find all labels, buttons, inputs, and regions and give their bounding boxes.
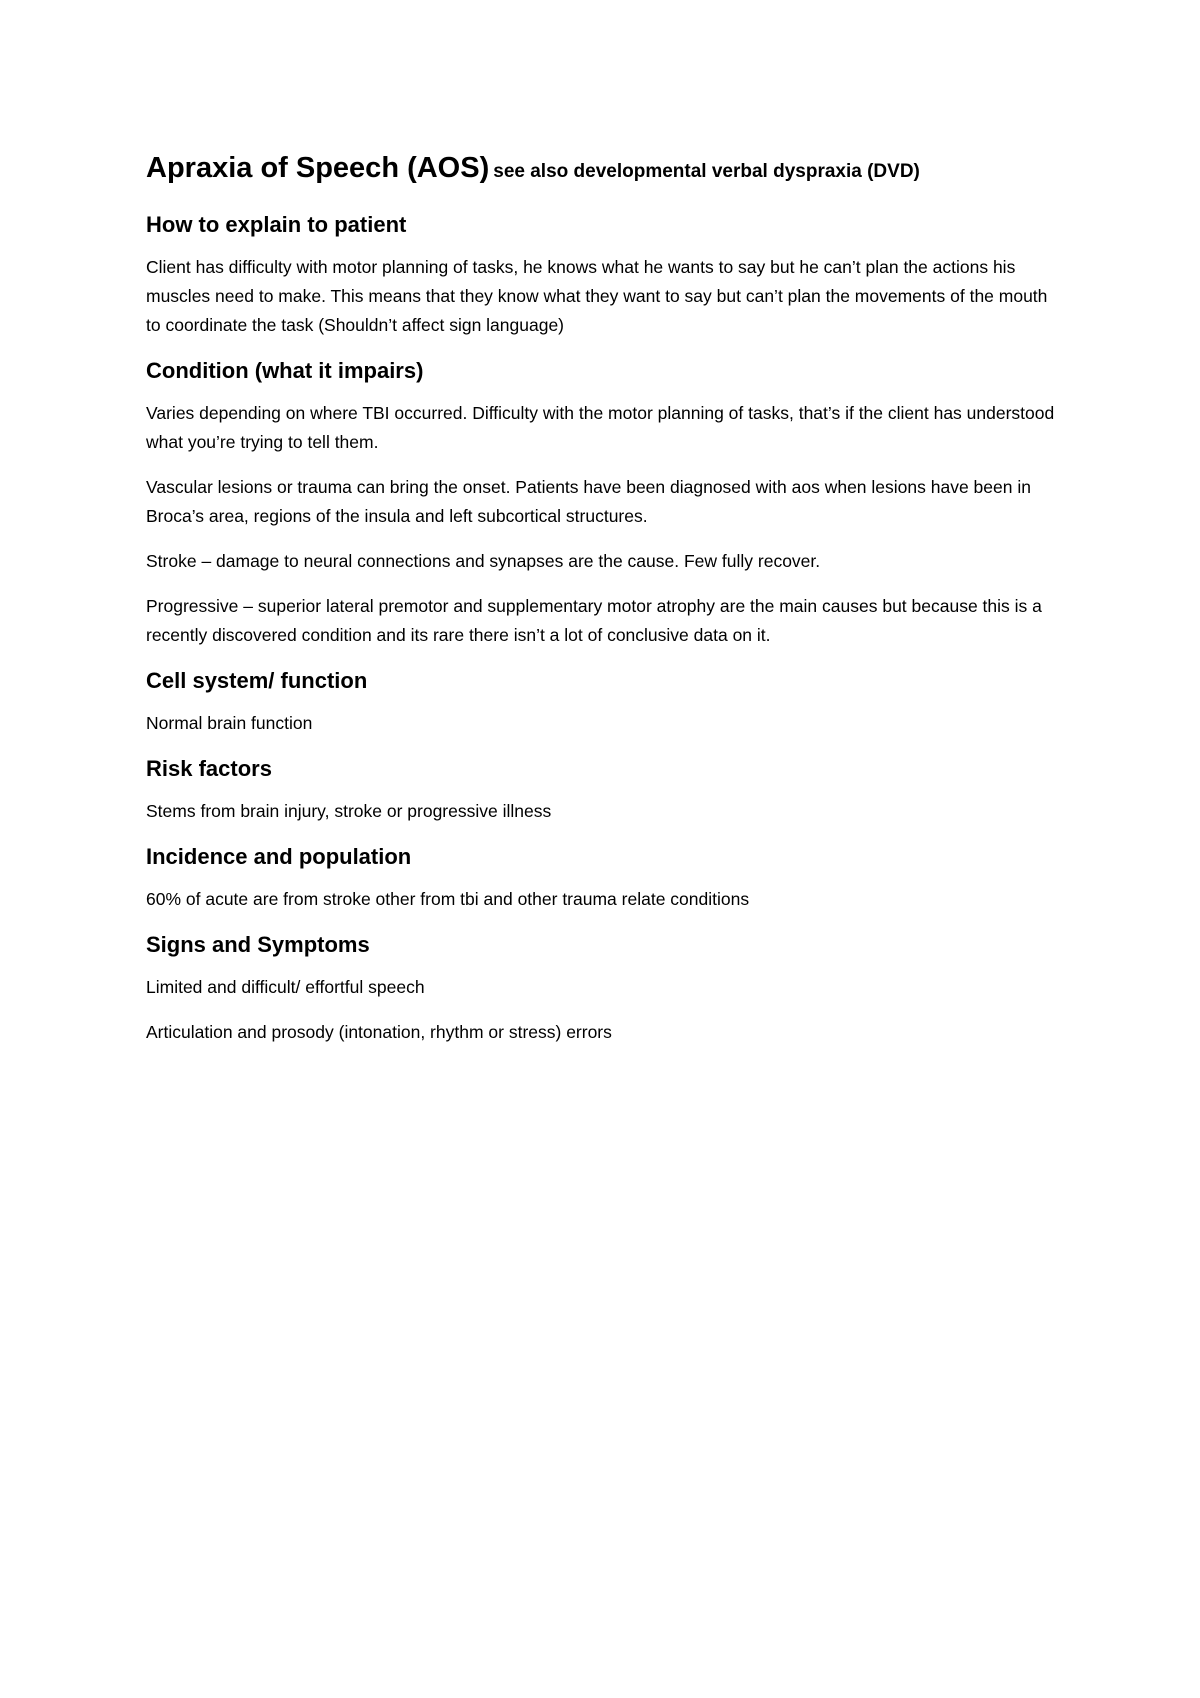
section-cell-system xyxy=(146,666,1066,738)
section-paragraph: Limited and difficult/ effortful speech xyxy=(146,977,425,997)
section-heading: Risk factors xyxy=(146,756,272,781)
section-explain xyxy=(146,210,1066,340)
section-heading: Condition (what it impairs) xyxy=(146,358,424,383)
section-paragraph: Articulation and prosody (intonation, rhythm or stress) errors xyxy=(146,1022,612,1042)
section-incidence xyxy=(146,842,1066,914)
document-body xyxy=(146,148,1066,1063)
section-signs-symptoms xyxy=(146,930,1066,1047)
section-heading: Cell system/ function xyxy=(146,668,368,693)
section-paragraph: Vascular lesions or trauma can bring the onset. Patients have been diagnosed with aos when lesions have been in Broca’s area, regions of the insula and left subcortical structures. xyxy=(146,477,1031,526)
section-paragraph: Stems from brain injury, stroke or progressive illness xyxy=(146,801,552,821)
title-text: Apraxia of Speech (AOS) xyxy=(146,152,490,184)
section-paragraph: 60% of acute are from stroke other from tbi and other trauma relate conditions xyxy=(146,889,750,909)
section-paragraph: Normal brain function xyxy=(146,713,313,733)
section-risk-factors xyxy=(146,754,1066,826)
section-heading: How to explain to patient xyxy=(146,212,407,237)
title-subtitle: see also developmental verbal dyspraxia (DVD) xyxy=(493,161,920,182)
section-paragraph: Client has difficulty with motor planning of tasks, he knows what he wants to say but he can’t plan the actions his muscles need to make. This means that they know what they want to say but can’t plan the movements of the mouth to coordinate the task (Shouldn’t affect sign language) xyxy=(146,257,1048,335)
section-paragraph: Progressive – superior lateral premotor and supplementary motor atrophy are the main causes but because this is a recently discovered condition and its rare there isn’t a lot of conclusive data on it. xyxy=(146,596,1042,645)
section-heading: Signs and Symptoms xyxy=(146,932,370,957)
section-paragraph: Stroke – damage to neural connections and synapses are the cause. Few fully recover. xyxy=(146,551,821,571)
page-title xyxy=(146,148,1066,192)
section-paragraph: Varies depending on where TBI occurred. Difficulty with the motor planning of tasks, that’s if the client has understood what you’re trying to tell them. xyxy=(146,403,1055,452)
section-heading: Incidence and population xyxy=(146,844,412,869)
section-condition xyxy=(146,356,1066,650)
